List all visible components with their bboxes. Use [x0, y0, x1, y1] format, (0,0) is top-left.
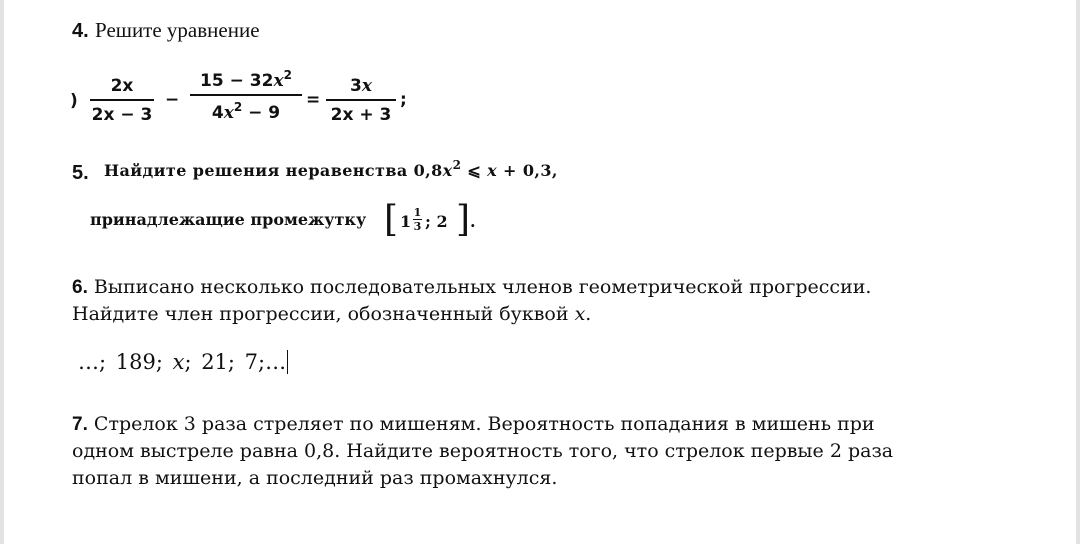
fraction-2-den-var: x	[223, 103, 234, 123]
fraction-2-num-a: 15 − 32	[200, 71, 274, 91]
equals-sign: =	[306, 90, 321, 110]
text-cursor	[287, 350, 288, 374]
fraction-2-den-b: − 9	[242, 103, 281, 123]
fraction-3-denominator: 2x + 3	[330, 105, 392, 125]
task-7-number: 7.	[72, 414, 88, 435]
equation-suffix: ;	[400, 90, 407, 110]
task-5-var: x	[442, 161, 453, 180]
interval-whole: 1	[400, 212, 412, 231]
interval-fraction-den: 3	[413, 220, 422, 233]
equation-prefix: )	[70, 91, 78, 111]
fraction-1	[90, 76, 154, 125]
task-5-var-2: x	[487, 161, 498, 180]
fraction-3-num-a: 3	[350, 76, 362, 96]
task-5-text-a: Найдите решения неравенства 0,8	[104, 161, 443, 180]
fraction-2-denominator	[190, 96, 302, 123]
fraction-3-numerator	[326, 76, 396, 99]
task-7-line-1-text: Стрелок 3 раза стреляет по мишеням. Вероятность попадания в мишень при	[93, 413, 875, 435]
interval-fraction	[413, 207, 422, 232]
task-6-line-2	[72, 301, 871, 328]
task-6-sequence	[78, 350, 288, 374]
task-7-text	[72, 411, 893, 492]
task-7-line-3: попал в мишени, а последний раз промахнулся.	[72, 467, 558, 489]
sequence-b: ; 21; 7;…	[184, 350, 287, 374]
task-6-number: 6.	[72, 277, 88, 298]
task-5-line-1	[104, 158, 558, 180]
fraction-2-den-a: 4	[211, 103, 224, 123]
fraction-2-den-exp: 2	[233, 100, 243, 114]
interval-period: .	[470, 212, 476, 231]
minus-sign: −	[165, 90, 180, 110]
fraction-1-denominator: 2x − 3	[91, 105, 153, 125]
task-4-number: 4.	[72, 20, 89, 42]
task-5-exp: 2	[452, 158, 462, 172]
task-4-heading	[72, 18, 260, 43]
task-5-leq: ⩽	[461, 161, 488, 180]
task-6-period: .	[585, 303, 592, 325]
task-5-text-c: + 0,3,	[497, 161, 558, 180]
interval-rest: ; 2	[425, 212, 448, 231]
task-4-text: Решите уравнение	[95, 18, 260, 42]
fraction-2-num-var: x	[273, 71, 284, 91]
sequence-a: …; 189;	[78, 350, 173, 374]
fraction-2	[190, 68, 302, 123]
task-5-interval-text: принадлежащие промежутку	[90, 210, 367, 229]
task-6-text	[72, 274, 871, 328]
interval-open-bracket: [	[384, 199, 399, 240]
fraction-1-numerator: 2x	[110, 76, 134, 96]
fraction-3	[326, 76, 396, 125]
task-6-line-1-text: Выписано несколько последовательных членов геометрической прогрессии.	[93, 276, 872, 298]
fraction-2-numerator	[190, 68, 302, 94]
task-5-line-2	[90, 210, 366, 229]
task-6-line-2-text: Найдите член прогрессии, обозначенный буквой	[72, 303, 575, 325]
task-6-var: x	[574, 303, 586, 325]
fraction-2-num-exp: 2	[283, 68, 292, 82]
interval-close-bracket: ]	[456, 199, 471, 240]
task-5-number: 5.	[72, 162, 89, 184]
sequence-var: x	[172, 350, 185, 374]
interval-fraction-num: 1	[413, 206, 422, 219]
task-7-line-2: одном выстреле равна 0,8. Найдите вероятность того, что стрелок первые 2 раза	[72, 440, 894, 462]
fraction-3-num-var: x	[361, 76, 372, 96]
task-7-line-1	[72, 411, 893, 438]
task-6-line-1	[72, 274, 871, 301]
